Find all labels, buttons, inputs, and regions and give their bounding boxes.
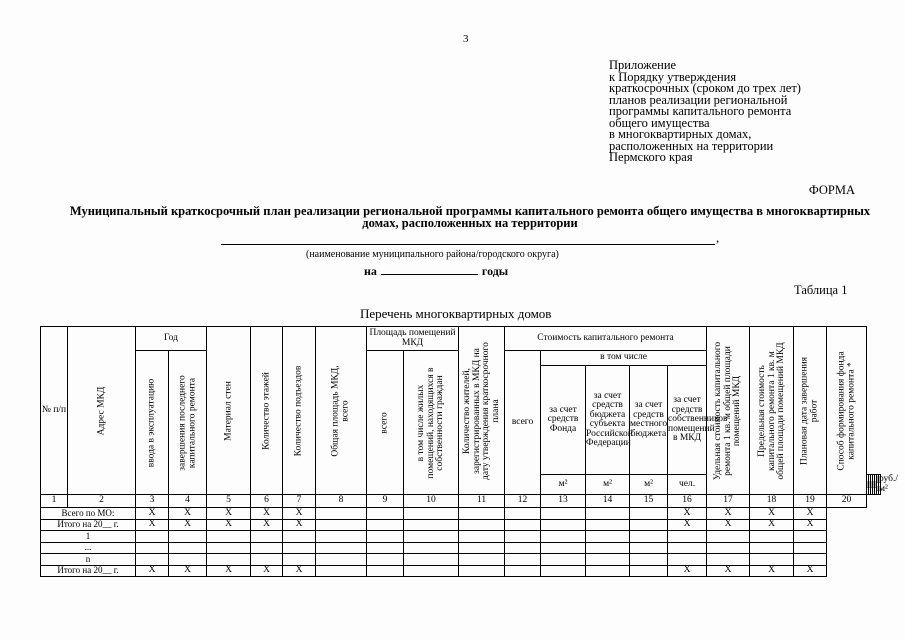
column-number-cell: 17 (707, 495, 750, 508)
table-cell[interactable] (404, 531, 459, 543)
header-year-group: Год (136, 327, 207, 351)
header-address: Адрес МКД (68, 327, 136, 495)
appendix-line: планов реализации региональной (609, 92, 788, 107)
table-cell[interactable] (541, 542, 586, 554)
table-cell[interactable] (750, 531, 794, 543)
table-cell[interactable] (586, 542, 630, 554)
table-cell[interactable] (207, 554, 251, 566)
table-cell[interactable]: X (283, 519, 316, 531)
table-cell[interactable] (707, 531, 750, 543)
appendix-line: Пермского края (609, 150, 693, 164)
appendix-line: расположенных на территории (609, 138, 774, 153)
table-cell[interactable]: X (207, 519, 251, 531)
header-year-last-repair: завершения последнего капитального ремонта (169, 351, 207, 495)
table-row (41, 519, 881, 531)
column-number-cell: 1 (41, 495, 68, 508)
table-cell[interactable] (283, 531, 316, 543)
table-row (41, 565, 881, 577)
column-number-cell: 14 (586, 495, 630, 508)
table-cell[interactable]: X (794, 508, 827, 520)
table-cell[interactable] (404, 542, 459, 554)
row-label: Итого на 20__ г. (41, 519, 136, 531)
table-cell[interactable] (459, 531, 505, 543)
table-cell[interactable] (707, 554, 750, 566)
municipality-name-field[interactable] (221, 230, 715, 245)
appendix-line: в многоквартирных домах, (609, 127, 752, 141)
header-cost-subject: за счет средств бюджета субъекта Российской Федерации (586, 366, 630, 475)
header-premises-owned: в том числе жилых помещений, находящихся в собственности граждан (404, 351, 459, 495)
table-row (41, 554, 881, 566)
table-cell[interactable] (459, 508, 505, 520)
table-cell[interactable] (541, 519, 586, 531)
table-cell[interactable] (630, 531, 668, 543)
years-prefix: на (364, 264, 377, 278)
column-number-cell: 10 (404, 495, 459, 508)
header-cost-group: Стоимость капитального ремонта (505, 327, 707, 351)
plan-title: Муниципальный краткосрочный план реализации региональной программы капитального ремонта общего имущества в многоквартирных домах, расположенных на территории (69, 204, 871, 230)
column-number-cell: 19 (794, 495, 827, 508)
table-cell[interactable] (505, 542, 541, 554)
table-cell[interactable]: X (207, 508, 251, 520)
table-cell[interactable] (404, 508, 459, 520)
column-number-cell: 4 (169, 495, 207, 508)
table-cell[interactable]: X (169, 519, 207, 531)
table-cell[interactable] (794, 542, 827, 554)
table-cell[interactable]: X (283, 565, 316, 577)
table-row (41, 542, 881, 554)
table-row (41, 531, 881, 543)
table-cell[interactable] (459, 519, 505, 531)
years-line (364, 263, 508, 279)
table-cell[interactable]: X (794, 565, 827, 577)
appendix-line: общего имущества (609, 115, 710, 130)
header-floors: Количество этажей (251, 327, 283, 495)
table-cell[interactable] (367, 565, 404, 577)
table-cell[interactable]: X (707, 565, 750, 577)
table-cell[interactable] (630, 519, 668, 531)
header-cost-fund: за счет средств Фонда (541, 366, 586, 475)
header-wall-material: Материал стен (207, 327, 251, 495)
table-cell[interactable] (794, 554, 827, 566)
table-cell[interactable] (459, 542, 505, 554)
header-num: № п/п (41, 327, 68, 495)
table-cell[interactable] (505, 519, 541, 531)
appendix-line: программы капитального ремонта (609, 104, 792, 118)
appendix-line: к Порядку утверждения (609, 69, 737, 84)
table-cell[interactable]: X (136, 565, 169, 577)
table-cell[interactable]: X (668, 508, 707, 520)
table-cell[interactable] (136, 531, 169, 543)
column-number-cell: 5 (207, 495, 251, 508)
table-cell[interactable] (169, 531, 207, 543)
table-cell[interactable] (630, 508, 668, 520)
table-cell[interactable] (251, 542, 283, 554)
column-number-cell: 15 (630, 495, 668, 508)
column-number-row (41, 495, 881, 508)
table-cell[interactable]: X (750, 508, 794, 520)
table-cell[interactable] (505, 565, 541, 577)
table-cell[interactable] (316, 554, 367, 566)
table-cell[interactable] (630, 542, 668, 554)
municipality-name-caption: (наименование муниципального района/городского округа) (306, 249, 559, 260)
table-cell[interactable]: X (251, 508, 283, 520)
table-cell[interactable] (283, 542, 316, 554)
table-cell[interactable] (136, 554, 169, 566)
header-cost-total: всего (505, 351, 541, 495)
table-cell[interactable] (367, 531, 404, 543)
years-field[interactable] (381, 263, 478, 275)
table-cell[interactable] (367, 554, 404, 566)
table-cell[interactable] (750, 554, 794, 566)
column-number-cell: 3 (136, 495, 169, 508)
table-cell[interactable] (459, 565, 505, 577)
table-cell[interactable] (367, 519, 404, 531)
unit-cell: м² (541, 475, 586, 495)
table-cell[interactable] (367, 508, 404, 520)
header-unit-cost: Удельная стоимость капитального ремонта 1 кв. м общей площади помещений МКД (707, 327, 750, 495)
table-cell[interactable]: X (251, 519, 283, 531)
table-cell[interactable] (707, 542, 750, 554)
column-number-cell: 9 (367, 495, 404, 508)
header-fund-method: Способ формирования фонда капитального ремонта * (827, 327, 867, 495)
table-cell[interactable] (136, 542, 169, 554)
header-total-area: Общая площадь МКД, всего (316, 327, 367, 495)
row-label: Всего по МО: (41, 508, 136, 520)
appendix-line: Приложение (609, 58, 677, 72)
column-number-cell: 18 (750, 495, 794, 508)
table-cell[interactable]: X (207, 565, 251, 577)
table-cell[interactable]: X (136, 519, 169, 531)
table-cell[interactable] (541, 554, 586, 566)
table-cell[interactable] (750, 542, 794, 554)
years-suffix: годы (481, 264, 509, 278)
table-cell[interactable] (668, 531, 707, 543)
table-cell[interactable] (169, 542, 207, 554)
table-cell[interactable] (207, 531, 251, 543)
table-cell[interactable] (541, 565, 586, 577)
column-number-cell: 7 (283, 495, 316, 508)
header-cost-local: за счет средств местного бюджета (630, 366, 668, 475)
list-title: Перечень многоквартирных домов (360, 306, 552, 321)
table-cell[interactable]: X (668, 565, 707, 577)
header-cost-owners: за счет средств собственников помещений в МКД (668, 366, 707, 475)
table-cell[interactable]: X (707, 508, 750, 520)
unit-cell: чел. (668, 475, 707, 495)
table-cell[interactable] (586, 554, 630, 566)
column-number-cell: 8 (316, 495, 367, 508)
table-cell[interactable]: X (750, 519, 794, 531)
table-cell[interactable] (505, 508, 541, 520)
table-cell[interactable] (630, 565, 668, 577)
header-entrances: Количество подъездов (283, 327, 316, 495)
table-cell[interactable] (505, 554, 541, 566)
table-cell[interactable] (630, 554, 668, 566)
table-cell[interactable] (251, 554, 283, 566)
unit-cell: м² (586, 475, 630, 495)
name-comma: , (716, 231, 720, 245)
column-number-cell: 13 (541, 495, 586, 508)
header-planned-date: Плановая дата завершения работ (794, 327, 827, 495)
table-cell[interactable]: X (169, 565, 207, 577)
unit-cell: м² (630, 475, 668, 495)
table-cell[interactable]: X (283, 508, 316, 520)
table-cell[interactable] (668, 542, 707, 554)
table-cell[interactable] (251, 531, 283, 543)
table-cell[interactable] (404, 565, 459, 577)
table-cell[interactable] (316, 519, 367, 531)
table-cell[interactable]: X (251, 565, 283, 577)
table-cell[interactable] (207, 542, 251, 554)
column-number-cell: 16 (668, 495, 707, 508)
table-cell[interactable] (169, 554, 207, 566)
header-max-cost: Предельная стоимость капитального ремонта 1 кв. м общей площади помещений МКД (750, 327, 794, 495)
table-cell[interactable] (541, 508, 586, 520)
header-incl-group: в том числе (541, 351, 707, 366)
table-cell[interactable] (316, 531, 367, 543)
header-premises-group: Площадь помещений МКД (367, 327, 459, 351)
unit-cell: руб./м² (878, 474, 899, 494)
table-cell[interactable] (794, 531, 827, 543)
table-cell[interactable]: X (794, 519, 827, 531)
column-number-cell: 11 (459, 495, 505, 508)
page-number: 3 (463, 33, 469, 45)
table-cell[interactable] (283, 554, 316, 566)
table-cell[interactable] (316, 508, 367, 520)
table-cell[interactable]: X (707, 519, 750, 531)
row-label: 1 (41, 531, 136, 543)
table-cell[interactable] (505, 531, 541, 543)
header-premises-total: всего (367, 351, 404, 495)
apartment-buildings-table (40, 326, 899, 577)
column-number-cell: 20 (827, 495, 867, 508)
column-number-cell: 12 (505, 495, 541, 508)
table-cell[interactable] (586, 508, 630, 520)
table-cell[interactable] (586, 519, 630, 531)
table-cell[interactable] (541, 531, 586, 543)
column-number-cell: 2 (68, 495, 136, 508)
row-label: n (41, 554, 136, 566)
appendix-block (609, 60, 801, 164)
row-label: Итого на 20__ г. (41, 565, 136, 577)
table-cell[interactable]: X (169, 508, 207, 520)
table-row (41, 508, 881, 520)
table-cell[interactable] (316, 542, 367, 554)
form-label: ФОРМА (808, 183, 855, 197)
column-number-cell: 6 (251, 495, 283, 508)
table-cell[interactable] (367, 542, 404, 554)
header-residents: Количество жителей, зарегистрированных в МКД на дату утверждения краткосрочного плана (459, 327, 505, 495)
table-cell[interactable]: X (750, 565, 794, 577)
header-year-commission: ввода в эксплуатацию (136, 351, 169, 495)
table-cell[interactable]: X (136, 508, 169, 520)
table-cell[interactable] (668, 554, 707, 566)
appendix-line: краткосрочных (сроком до трех лет) (609, 81, 801, 95)
table-cell[interactable] (586, 565, 630, 577)
table-cell[interactable] (586, 531, 630, 543)
table-cell[interactable] (459, 554, 505, 566)
row-label: ... (41, 542, 136, 554)
table-cell[interactable]: X (668, 519, 707, 531)
table-cell[interactable] (316, 565, 367, 577)
table-cell[interactable] (404, 554, 459, 566)
table-cell[interactable] (404, 519, 459, 531)
table-caption: Таблица 1 (794, 283, 848, 297)
